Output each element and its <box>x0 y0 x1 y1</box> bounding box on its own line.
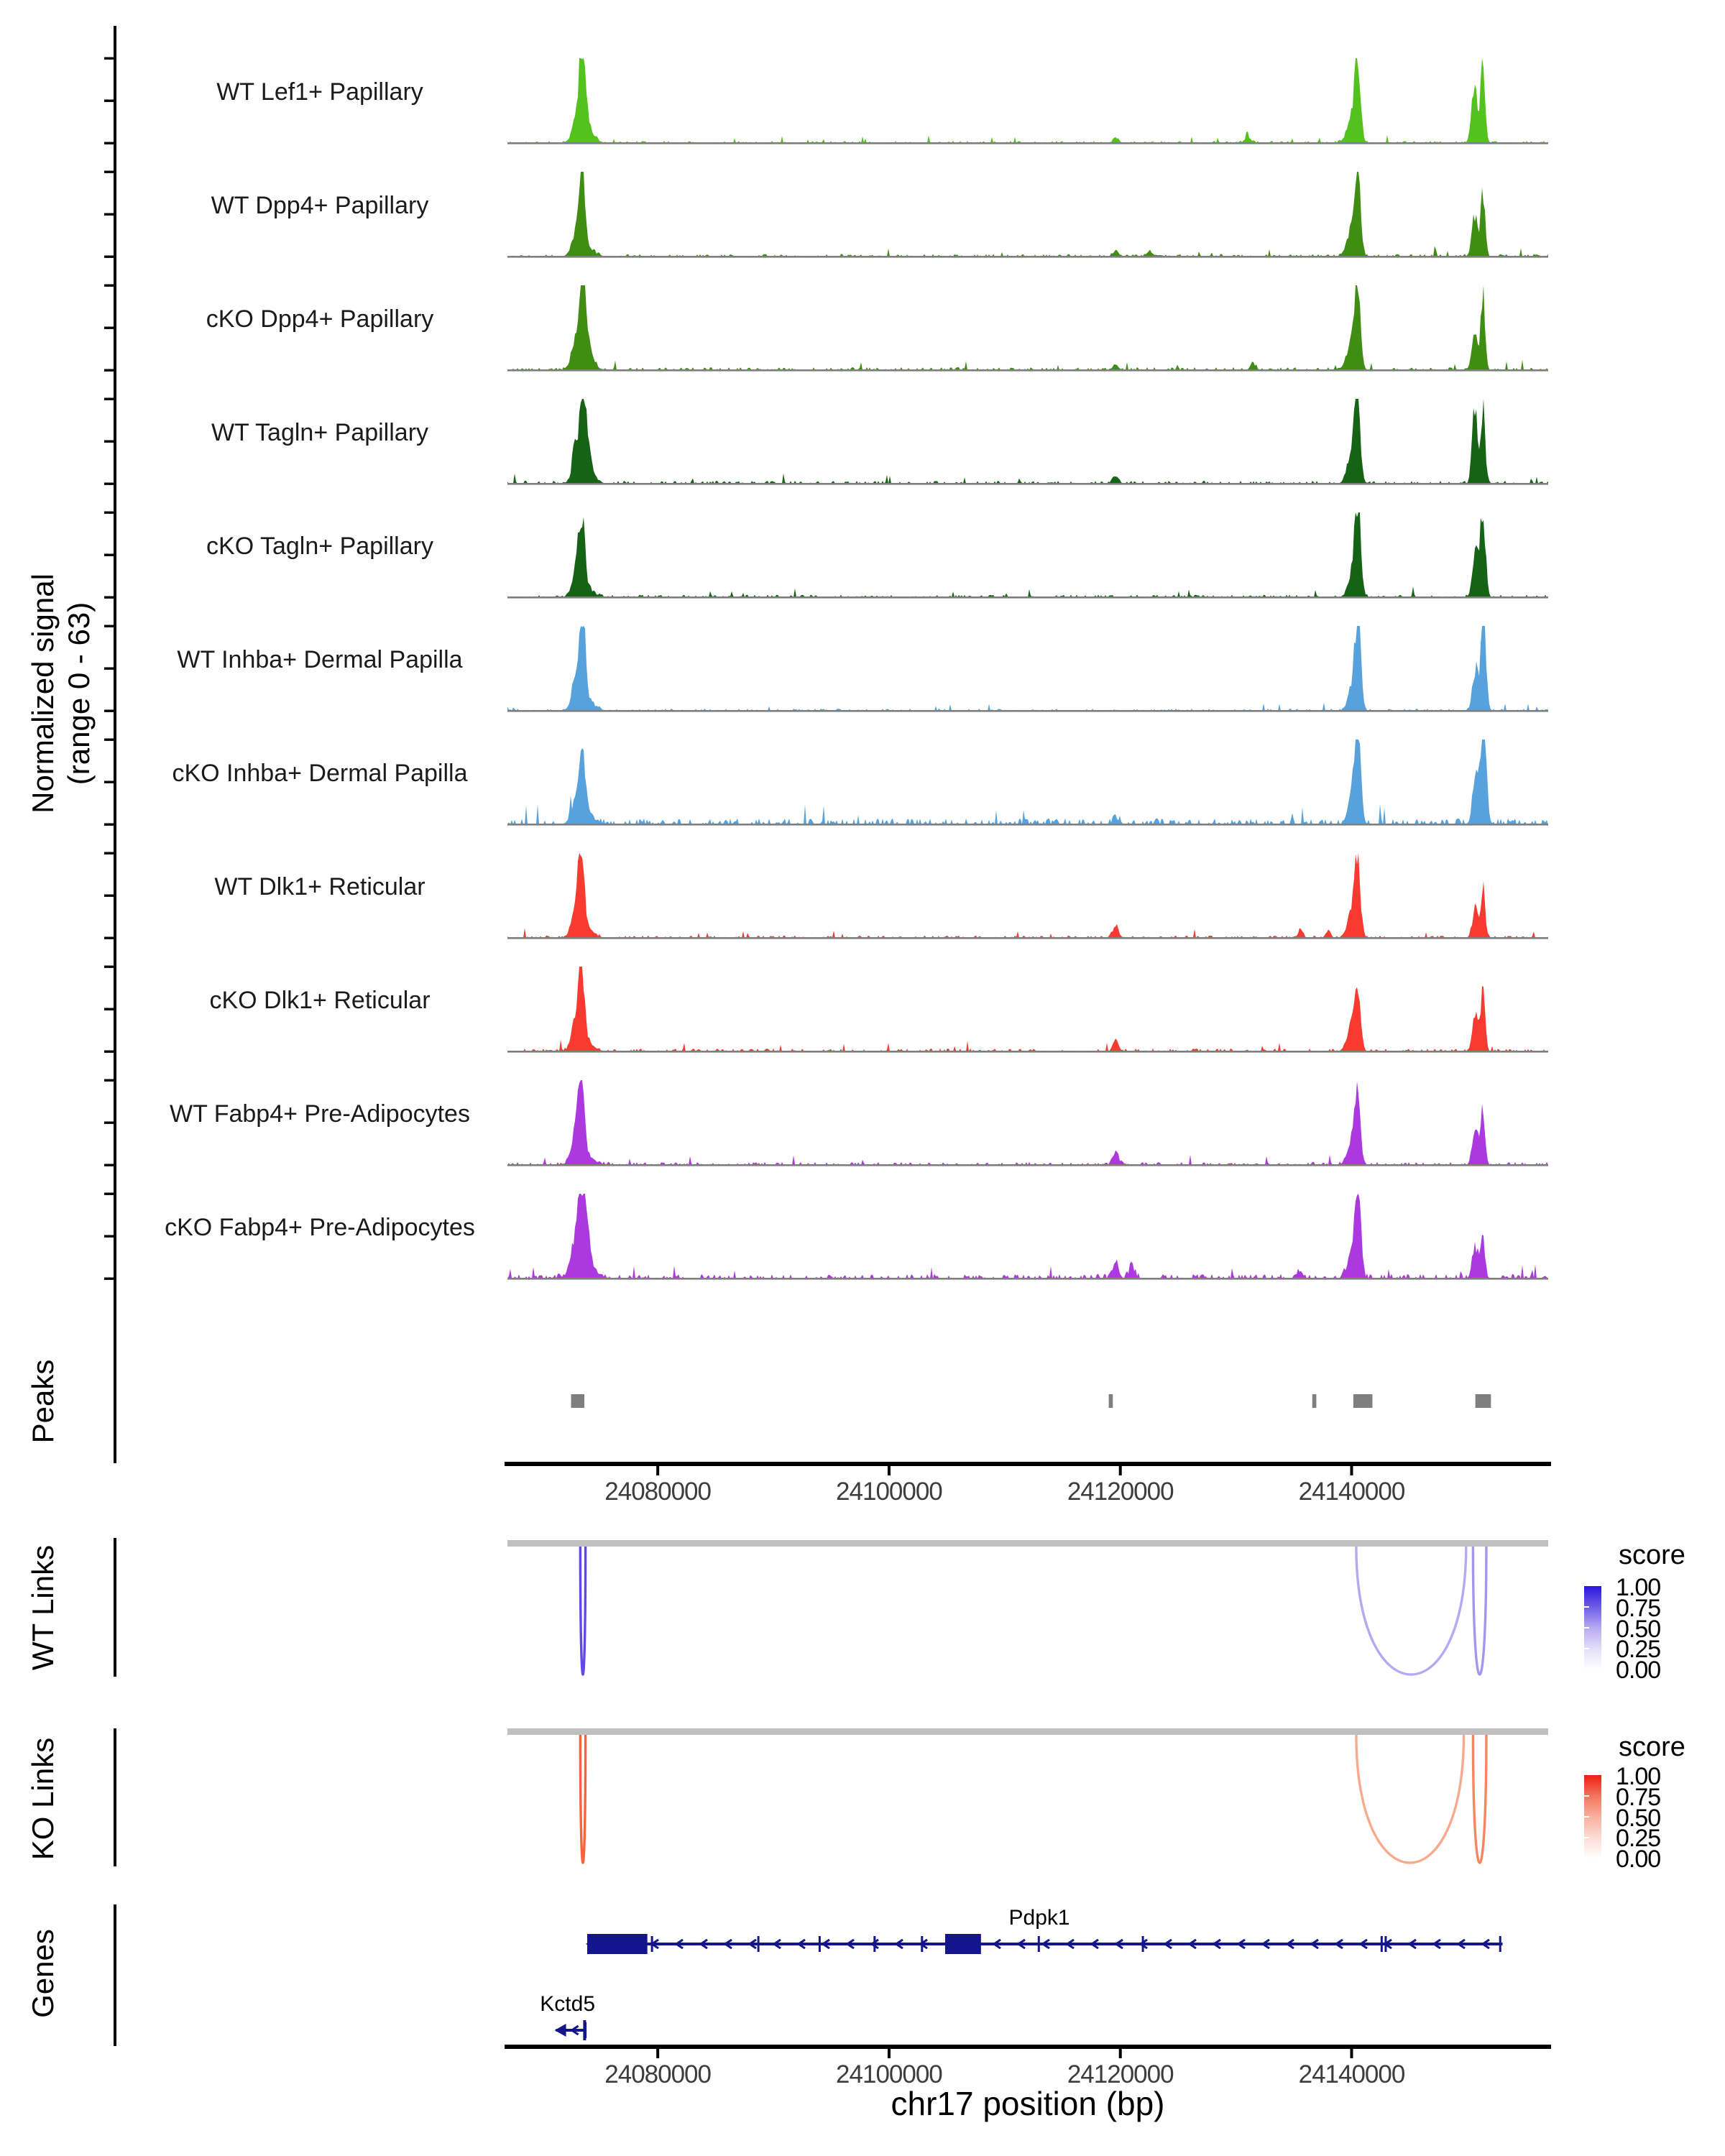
gene-exon-tick <box>584 2022 586 2038</box>
ko-links-panel-label: KO Links <box>26 1737 60 1861</box>
track-label-2: WT Dpp4+ Papillary <box>211 192 429 219</box>
x-axis-title: chr17 position (bp) <box>891 2085 1165 2122</box>
gene-label-Kctd5: Kctd5 <box>540 1992 596 2016</box>
ko-links-axis-rail <box>114 1728 116 1866</box>
signal-track-area-8 <box>507 853 1548 938</box>
ko-legend-tick-4: 0.25 <box>1616 1825 1661 1852</box>
track-baseline <box>507 483 1548 485</box>
signal-y-tick <box>104 369 114 372</box>
signal-y-tick <box>104 512 114 514</box>
genes-panel-label: Genes <box>26 1929 60 2018</box>
signal-axis-rail <box>114 26 116 1360</box>
genomic-axis-tick <box>888 1466 891 1475</box>
gradient-bar-tick <box>1584 1606 1589 1608</box>
signal-axis-label-line2: (range 0 - 63) <box>62 602 96 786</box>
axis-tick-label-24120000: 24120000 <box>1067 2060 1174 2088</box>
wt-links-arc-2 <box>1356 1547 1466 1674</box>
wt-legend-tick-3: 0.50 <box>1616 1616 1661 1643</box>
track-baseline <box>507 369 1548 372</box>
signal-y-tick <box>104 57 114 60</box>
track-baseline <box>507 1164 1548 1166</box>
gene-exon-tick <box>758 1936 760 1952</box>
track-label-11: cKO Fabp4+ Pre-Adipocytes <box>165 1214 475 1241</box>
signal-y-tick <box>104 966 114 968</box>
track-label-5: cKO Tagln+ Papillary <box>206 533 433 560</box>
axis-tick-label-24080000: 24080000 <box>604 2060 711 2088</box>
signal-y-tick <box>104 625 114 627</box>
peaks-axis-rail <box>114 1342 116 1463</box>
signal-track-area-6 <box>507 626 1548 711</box>
genomic-axis-tick <box>656 1466 659 1475</box>
signal-y-tick <box>104 1164 114 1166</box>
wt-score-gradient-bar <box>1584 1586 1601 1669</box>
signal-track-area-3 <box>507 285 1548 370</box>
genomic-axis-line <box>505 2045 1551 2049</box>
ko-score-gradient-bar <box>1584 1775 1601 1858</box>
signal-track-area-1 <box>507 58 1548 143</box>
genomic-axis-tick <box>1350 1466 1353 1475</box>
genomic-axis-tick <box>888 2049 891 2058</box>
signal-axis-label-line1: Normalized signal <box>26 573 60 814</box>
signal-y-tick <box>104 739 114 741</box>
genomic-axis-line <box>505 1462 1551 1466</box>
track-baseline <box>507 710 1548 712</box>
signal-y-tick <box>104 824 114 826</box>
gradient-bar-tick <box>1584 1816 1589 1818</box>
wt-links-axis-rail <box>114 1538 116 1677</box>
gene-terminal-arrowhead <box>555 2024 566 2037</box>
wt-legend-tick-1: 1.00 <box>1616 1574 1661 1601</box>
signal-y-tick <box>104 1278 114 1280</box>
axis-tick-label-24140000: 24140000 <box>1298 2060 1405 2088</box>
track-baseline <box>507 142 1548 144</box>
wt-legend-tick-2: 0.75 <box>1616 1595 1661 1622</box>
signal-y-tick <box>104 1051 114 1053</box>
gene-exon-tick <box>873 1936 875 1952</box>
genomic-axis-tick <box>1350 2049 1353 2058</box>
track-label-9: cKO Dlk1+ Reticular <box>209 987 431 1014</box>
peak-interval-box <box>1353 1394 1373 1408</box>
axis-tick-label-24140000: 24140000 <box>1298 1478 1405 1506</box>
signal-track-area-7 <box>507 740 1548 824</box>
signal-track-area-5 <box>507 512 1548 597</box>
gene-exon-box <box>945 1934 981 1954</box>
gradient-bar-tick <box>1584 1648 1589 1649</box>
signal-y-tick <box>104 1193 114 1195</box>
track-label-7: cKO Inhba+ Dermal Papilla <box>172 760 468 787</box>
signal-y-tick <box>104 852 114 854</box>
wt-links-region-bar <box>507 1540 1548 1547</box>
axis-tick-label-24080000: 24080000 <box>604 1478 711 1506</box>
track-baseline <box>507 824 1548 826</box>
gene-exon-tick <box>1499 1936 1501 1952</box>
signal-track-area-9 <box>507 967 1548 1051</box>
signal-track-area-2 <box>507 172 1548 257</box>
track-baseline <box>507 256 1548 258</box>
ko-links-arc-1 <box>580 1735 585 1863</box>
gradient-bar-tick <box>1584 1837 1589 1838</box>
wt-legend-tick-4: 0.25 <box>1616 1636 1661 1663</box>
ko-links-arc-3 <box>1473 1735 1486 1863</box>
ko-links-region-bar <box>507 1728 1548 1735</box>
track-label-6: WT Inhba+ Dermal Papilla <box>177 646 463 673</box>
wt-links-panel-label: WT Links <box>26 1544 60 1671</box>
genes-axis-rail <box>114 1904 116 2046</box>
ko-links-arc-2 <box>1356 1735 1464 1863</box>
signal-y-tick <box>104 398 114 400</box>
ko-legend-tick-5: 0.00 <box>1616 1846 1661 1873</box>
signal-y-tick <box>104 483 114 485</box>
axis-tick-label-24100000: 24100000 <box>836 2060 942 2088</box>
gradient-bar-tick <box>1584 1795 1589 1797</box>
wt-score-legend-title: score <box>1619 1540 1685 1570</box>
signal-y-tick <box>104 285 114 287</box>
track-label-3: cKO Dpp4+ Papillary <box>206 305 434 333</box>
peak-interval-box <box>1109 1394 1113 1408</box>
axis-tick-label-24100000: 24100000 <box>836 1478 942 1506</box>
track-label-10: WT Fabp4+ Pre-Adipocytes <box>170 1100 470 1128</box>
signal-y-tick <box>104 710 114 712</box>
track-baseline <box>507 1278 1548 1280</box>
genomic-axis-tick <box>656 2049 659 2058</box>
signal-track-area-10 <box>507 1080 1548 1165</box>
ko-legend-tick-2: 0.75 <box>1616 1784 1661 1811</box>
peak-interval-box <box>1312 1394 1317 1408</box>
ko-score-legend-title: score <box>1619 1732 1685 1762</box>
wt-links-arc-1 <box>580 1547 585 1674</box>
peak-interval-box <box>571 1394 584 1408</box>
peak-interval-box <box>1476 1394 1491 1408</box>
axis-tick-label-24120000: 24120000 <box>1067 1478 1174 1506</box>
signal-y-tick <box>104 937 114 939</box>
track-baseline <box>507 596 1548 599</box>
signal-y-tick <box>104 1079 114 1082</box>
track-baseline <box>507 937 1548 939</box>
gene-exon-tick <box>1038 1936 1040 1952</box>
track-label-8: WT Dlk1+ Reticular <box>214 873 426 900</box>
ko-legend-tick-1: 1.00 <box>1616 1763 1661 1790</box>
gene-exon-tick <box>819 1936 821 1952</box>
signal-track-area-4 <box>507 399 1548 484</box>
signal-y-tick <box>104 142 114 144</box>
wt-legend-tick-5: 0.00 <box>1616 1657 1661 1684</box>
track-baseline <box>507 1051 1548 1053</box>
ko-legend-tick-3: 0.50 <box>1616 1805 1661 1832</box>
peaks-panel-label: Peaks <box>26 1359 60 1444</box>
track-label-1: WT Lef1+ Papillary <box>216 78 423 106</box>
signal-track-area-11 <box>507 1194 1548 1279</box>
gradient-bar-tick <box>1584 1627 1589 1628</box>
wt-links-arc-3 <box>1473 1547 1486 1674</box>
signal-y-tick <box>104 596 114 599</box>
signal-y-tick <box>104 256 114 258</box>
genomic-axis-tick <box>1119 2049 1122 2058</box>
genomic-axis-tick <box>1119 1466 1122 1475</box>
gene-exon-tick <box>1381 1936 1383 1952</box>
gene-label-Pdpk1: Pdpk1 <box>1008 1906 1070 1930</box>
signal-y-tick <box>104 171 114 173</box>
track-label-4: WT Tagln+ Papillary <box>211 419 429 446</box>
